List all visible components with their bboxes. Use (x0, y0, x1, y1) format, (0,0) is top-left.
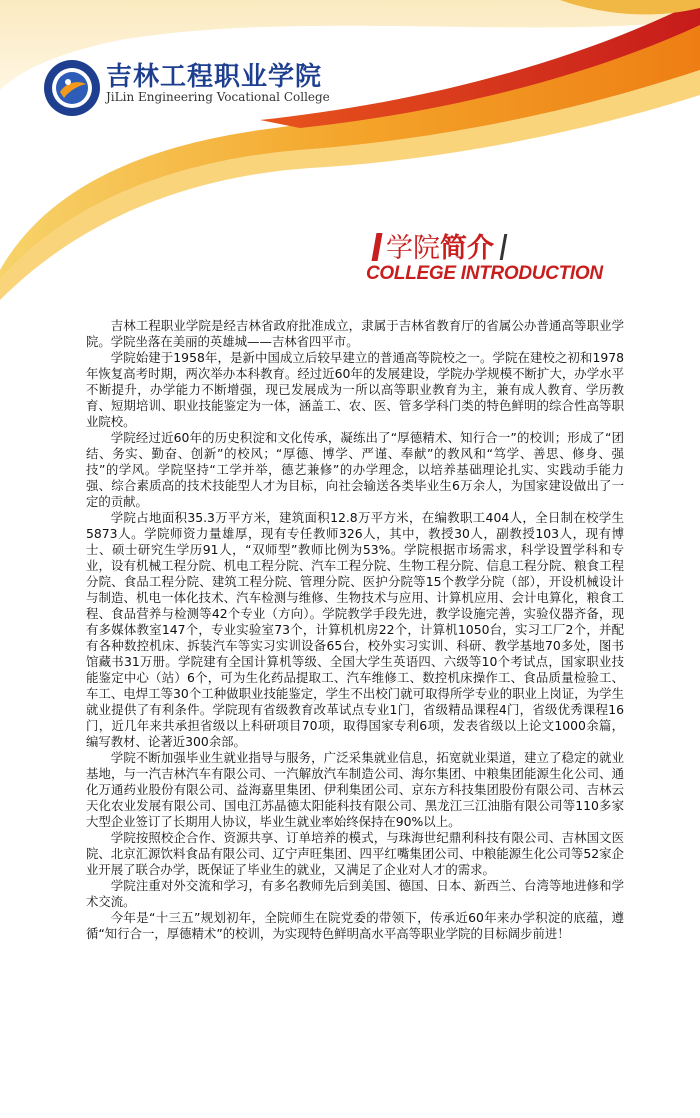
introduction-body (86, 318, 624, 942)
college-name-en: JiLin Engineering Vocational College (106, 90, 330, 104)
paragraph: 学院不断加强毕业生就业指导与服务，广泛采集就业信息，拓宽就业渠道，建立了稳定的就业基地，与一汽吉林汽车有限公司、一汽解放汽车制造公司、海尔集团、中粮集团能源生化公司、通化万通药业股份有限公司、益海嘉里集团、伊利集团公司、京东方科技集团股份有限公司、吉林云天化农业发展有限公司、国电江苏晶德太阳能科技有限公司、黑龙江三江油脂有限公司等110多家大型企业签订了长期用人协议，毕业生就业率始终保持在90%以上。 (86, 750, 624, 829)
college-logo (42, 58, 102, 118)
section-title-en: COLLEGE INTRODUCTION (366, 263, 603, 284)
paragraph: 学院按照校企合作、资源共享、订单培养的模式，与珠海世纪鼎利科技有限公司、吉林国文医院、北京汇源饮料食品有限公司、辽宁声旺集团、四平红嘴集团公司、中粮能源生化公司等52家企业开展了联合办学，既保证了毕业生的就业，又满足了企业对人才的需求。 (86, 830, 624, 877)
paragraph: 学院始建于1958年，是新中国成立后较早建立的普通高等院校之一。学院在建校之初和1978年恢复高考时期，两次举办本科教育。经过近60年的发展建设，学院办学规模不断扩大，办学水平不断提升，办学能力不断增强，现已发展成为一所以高等职业教育为主，兼有成人教育、学历教育、短期培训、职业技能鉴定为一体，涵盖工、农、医、管多学科门类的特色鲜明的综合性高等职业院校。 (86, 350, 624, 429)
section-title-bold: 简介 (440, 233, 494, 264)
section-title (374, 226, 505, 265)
section-title-normal: 学院 (386, 233, 440, 264)
college-name-cn: 吉林工程职业学院 (106, 62, 323, 92)
paragraph: 学院注重对外交流和学习，有多名教师先后到美国、德国、日本、新西兰、台湾等地进修和学术交流。 (86, 878, 624, 909)
paragraph: 学院经过近60年的历史积淀和文化传承，凝练出了“厚德精术、知行合一”的校训；形成了“团结、务实、勤奋、创新”的校风；“厚德、博学、严谨、奉献”的教风和“笃学、善思、修身、强技”的学风。学院坚持“工学并举，德艺兼修”的办学理念，以培养基础理论扎实、实践动手能力强、综合素质高的技术技能型人才为目标，向社会输送各类毕业生6万余人，为国家建设做出了一定的贡献。 (86, 430, 624, 509)
paragraph: 吉林工程职业学院是经吉林省政府批准成立，隶属于吉林省教育厅的省属公办普通高等职业学院。学院坐落在美丽的英雄城——吉林省四平市。 (86, 318, 624, 349)
paragraph: 今年是“十三五”规划初年，全院师生在院党委的带领下，传承近60年来办学积淀的底蕴，遵循“知行合一，厚德精术”的校训，为实现特色鲜明高水平高等职业学院的目标阔步前进！ (86, 910, 624, 941)
paragraph: 学院占地面积35.3万平方米，建筑面积12.8万平方米，在编教职工404人，全日制在校学生5873人。学院师资力量雄厚，现有专任教师326人，其中，教授30人，副教授103人，现有博士、硕士研究生学历91人，“双师型”教师比例为53%。学院根据市场需求，科学设置学科和专业，设有机械工程分院、机电工程分院、汽车工程分院、生物工程分院、信息工程分院、粮食工程分院、食品工程分院、建筑工程分院、管理分院、医护分院等15个教学分院（部），开设机械设计与制造、机电一体化技术、汽车检测与维修、生物技术与应用、计算机应用、会计电算化，粮食工程、食品营养与检测等42个专业（方向）。学院教学手段先进，教学设施完善，实验仪器齐备，现有多媒体教室147个，专业实验室73个，计算机机房22个，计算机1050台，实习工厂2个，并配有各种数控机床、拆装汽车等实习实训设备65台，校外实习实训、科研、教学基地70多处，图书馆藏书31万册。学院建有全国计算机等级、全国大学生英语四、六级等10个考试点，国家职业技能鉴定中心（站）6个，可为生化药品提取工、汽车维修工、数控机床操作工、食品质量检验工、车工、电焊工等30个工种做职业技能鉴定，学生不出校门就可取得所学专业的职业上岗证，为学生就业提供了有利条件。学院现有省级教育改革试点专业1门，省级精品课程4门，省级优秀课程16门，近几年来共承担省级以上科研项目70项，取得国家专利6项，发表省级以上论文1000余篇，编写教材、论著近300余部。 (86, 510, 624, 749)
header-decoration (0, 0, 700, 300)
title-bar-decoration (372, 233, 383, 261)
college-seal-icon (42, 58, 102, 118)
